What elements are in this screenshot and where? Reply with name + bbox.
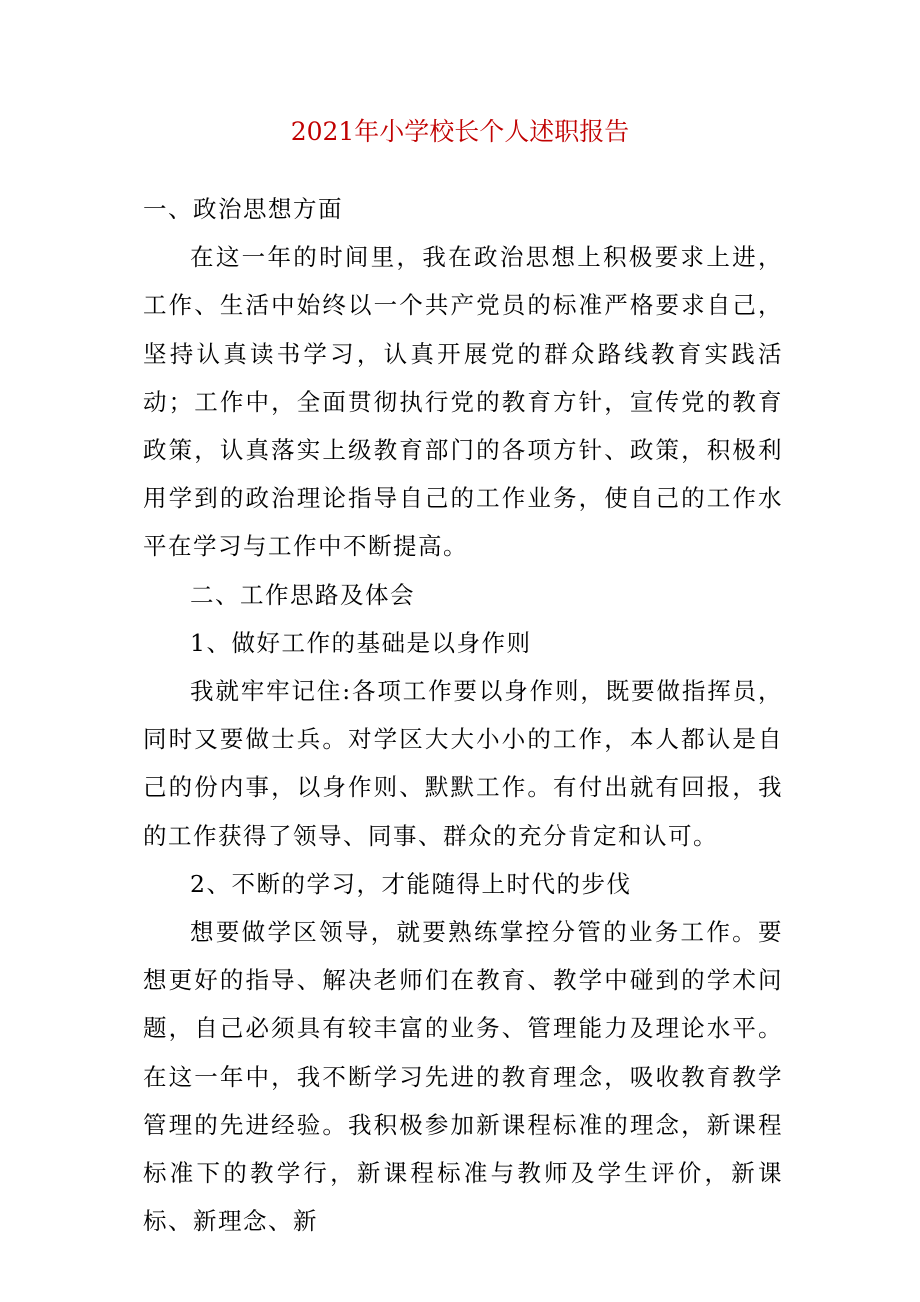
- document-body: [143, 185, 783, 1245]
- paragraph-continuous-learning: 想要做学区领导，就要熟练掌控分管的业务工作。要想更好的指导、解决老师们在教育、教学中碰到的学术问题，自己必须具有较丰富的业务、管理能力及理论水平。在这一年中，我不断学习先进的教育理念，吸收教育教学管理的先进经验。我积极参加新课程标准的理念，新课程标准下的教学行，新课程标准与教师及学生评价，新课标、新理念、新: [143, 918, 783, 1236]
- paragraph-lead-by-example: 我就牢牢记住:各项工作要以身作则，既要做指挥员，同时又要做士兵。对学区大大小小的工作，本人都认是自己的份内事，以身作则、默默工作。有付出就有回报，我的工作获得了领导、同事、群众的充分肯定和认可。: [143, 677, 783, 850]
- subheading-continuous-learning: 2、不断的学习，才能随得上时代的步伐: [190, 869, 632, 898]
- section-heading-political: 一、政治思想方面: [143, 195, 343, 223]
- page-title: 2021年小学校长个人述职报告: [290, 117, 630, 146]
- section-heading-work-ideas: 二、工作思路及体会: [190, 580, 415, 609]
- paragraph-political-thought: 在这一年的时间里，我在政治思想上积极要求上进，工作、生活中始终以一个共产党员的标准严格要求自己，坚持认真读书学习，认真开展党的群众路线教育实践活动；工作中，全面贯彻执行党的教育方针，宣传党的教育政策，认真落实上级教育部门的各项方针、政策，积极利用学到的政治理论指导自己的工作业务，使自己的工作水平在学习与工作中不断提高。: [143, 243, 783, 561]
- subheading-lead-by-example: 1、做好工作的基础是以身作则: [190, 628, 532, 657]
